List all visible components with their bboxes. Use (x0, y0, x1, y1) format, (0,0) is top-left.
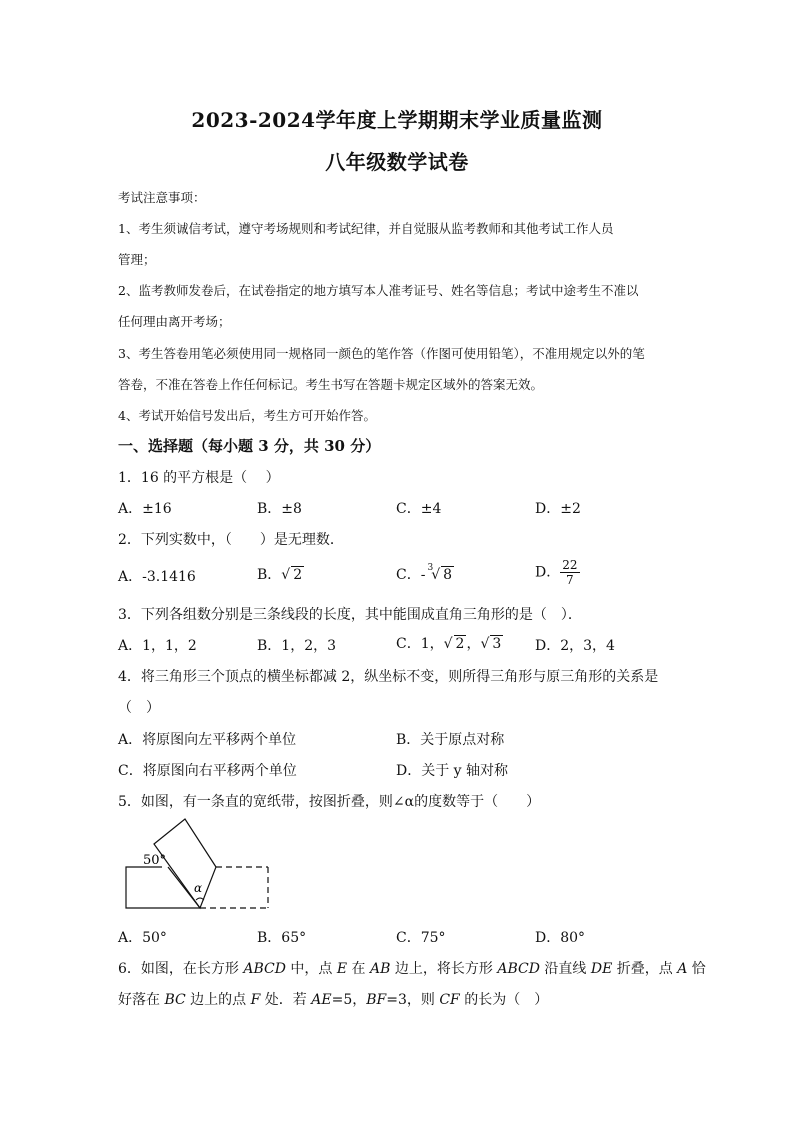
option-b: B．65° (257, 930, 307, 946)
numerator: 22 (562, 558, 578, 572)
radicand: 8 (443, 567, 453, 583)
q6-seg: 恰 (687, 961, 706, 977)
option-label: D． (535, 564, 561, 581)
notes-line: 3、考生答卷用笔必须使用同一规格同一颜色的笔作答（作图可使用铅笔），不准用规定以外的笔 (118, 346, 645, 361)
q6-seg: 折叠，点 (612, 961, 678, 977)
option-c: C．将原图向右平移两个单位 (118, 763, 297, 779)
option-label: B． (257, 567, 282, 583)
q6-seg: 在 (347, 961, 371, 977)
question-stem: 1．16 的平方根是（ ） (118, 470, 280, 486)
question-stem-line1 (118, 958, 706, 978)
option-c (396, 564, 454, 584)
option-a: A．-3.1416 (118, 569, 196, 585)
sqrt-expression: √ 2 (281, 567, 303, 583)
question-stem-cont: （ ） (118, 700, 160, 716)
option-c (396, 633, 503, 653)
section-title: 一、选择题（每小题 3 分，共 30 分） (118, 437, 381, 455)
option-c: C．±4 (396, 501, 442, 517)
notes-line: 2、监考教师发卷后，在试卷指定的地方填写本人准考证号、姓名等信息；考试中途考生不准以 (118, 283, 639, 298)
option-d: D．2，3，4 (535, 638, 615, 654)
option-b (257, 564, 304, 584)
q6-seg: BC (164, 992, 186, 1008)
cbrt-expression: √ 8 (431, 567, 453, 583)
alpha-label: α (194, 881, 203, 895)
exam-title: 2023-2024学年度上学期期末学业质量监测 (191, 108, 603, 132)
q6-seg: DE (590, 961, 613, 977)
option-a: A．±16 (118, 501, 172, 517)
q6-seg: A (677, 961, 688, 977)
option-d: D．±2 (535, 501, 581, 517)
notes-line: 4、考试开始信号发出后，考生方可开始作答。 (118, 408, 376, 423)
option-d (535, 558, 580, 587)
q6-seg: =3，则 (386, 992, 440, 1008)
q6-seg: 处．若 (260, 992, 312, 1008)
notes-line: 任何理由离开考场； (118, 314, 231, 329)
q6-seg: F (250, 992, 261, 1008)
folded-strip-figure (118, 814, 278, 914)
q6-seg: ABCD (497, 961, 540, 977)
root-index: 3 (427, 563, 434, 574)
option-a: A．50° (118, 930, 167, 946)
q6-seg: 沿直线 (539, 961, 591, 977)
q6-seg: 边上的点 (185, 992, 251, 1008)
q6-seg: CF (439, 992, 460, 1008)
q6-seg: AE (311, 992, 332, 1008)
q6-seg: =5， (331, 992, 367, 1008)
option-a: A．将原图向左平移两个单位 (118, 732, 297, 748)
question-stem-line2 (118, 989, 548, 1009)
q6-seg: AB (370, 961, 391, 977)
notes-line: 1、考生须诚信考试，遵守考场规则和考试纪律，并自觉服从监考教师和其他考试工作人员 (118, 221, 614, 236)
notes-line: 答卷，不准在答卷上作任何标记。考生书写在答题卡规定区域外的答案无效。 (118, 377, 544, 392)
q6-seg: 中，点 (285, 961, 337, 977)
option-label: C．- (396, 567, 426, 583)
option-c: C．75° (396, 930, 446, 946)
q6-seg: 6．如图，在长方形 (118, 961, 244, 977)
question-stem: 3．下列各组数分别是三条线段的长度，其中能围成直角三角形的是（ ）． (118, 607, 582, 623)
q6-seg: BF (366, 992, 387, 1008)
q6-seg: ABCD (243, 961, 286, 977)
radicand: 2 (293, 567, 303, 583)
q6-seg: 好落在 (118, 992, 165, 1008)
angle-50-label: 50° (143, 853, 167, 868)
exam-subtitle: 八年级数学试卷 (325, 150, 469, 174)
sqrt-expression: √ 2 (443, 636, 465, 652)
option-b: B．±8 (257, 501, 302, 517)
option-d: D．关于 y 轴对称 (396, 763, 509, 779)
radicand: 3 (492, 636, 502, 652)
option-b: B．1，2，3 (257, 638, 337, 654)
question-stem: 5．如图，有一条直的宽纸带，按图折叠，则∠α的度数等于（ ） (118, 794, 541, 810)
option-b: B．关于原点对称 (396, 732, 505, 748)
q6-seg: 边上，将长方形 (390, 961, 498, 977)
strip-solid-edge (126, 867, 203, 908)
question-stem: 4．将三角形三个顶点的横坐标都减 2，纵坐标不变，则所得三角形与原三角形的关系是 (118, 669, 659, 685)
radicand: 2 (455, 636, 465, 652)
notes-heading: 考试注意事项： (118, 190, 206, 205)
notes-line: 管理； (118, 252, 156, 267)
question-stem: 2．下列实数中，（ ）是无理数． (118, 532, 344, 548)
q6-seg: 的长为（ ） (459, 992, 549, 1008)
fraction (560, 558, 579, 587)
sqrt-expression: √ 3 (480, 636, 502, 652)
option-a: A．1，1，2 (118, 638, 197, 654)
option-label: C．1， (396, 636, 444, 652)
option-d: D．80° (535, 930, 586, 946)
q6-seg: E (336, 961, 348, 977)
separator: ， (466, 636, 481, 652)
denominator: 7 (566, 573, 574, 587)
